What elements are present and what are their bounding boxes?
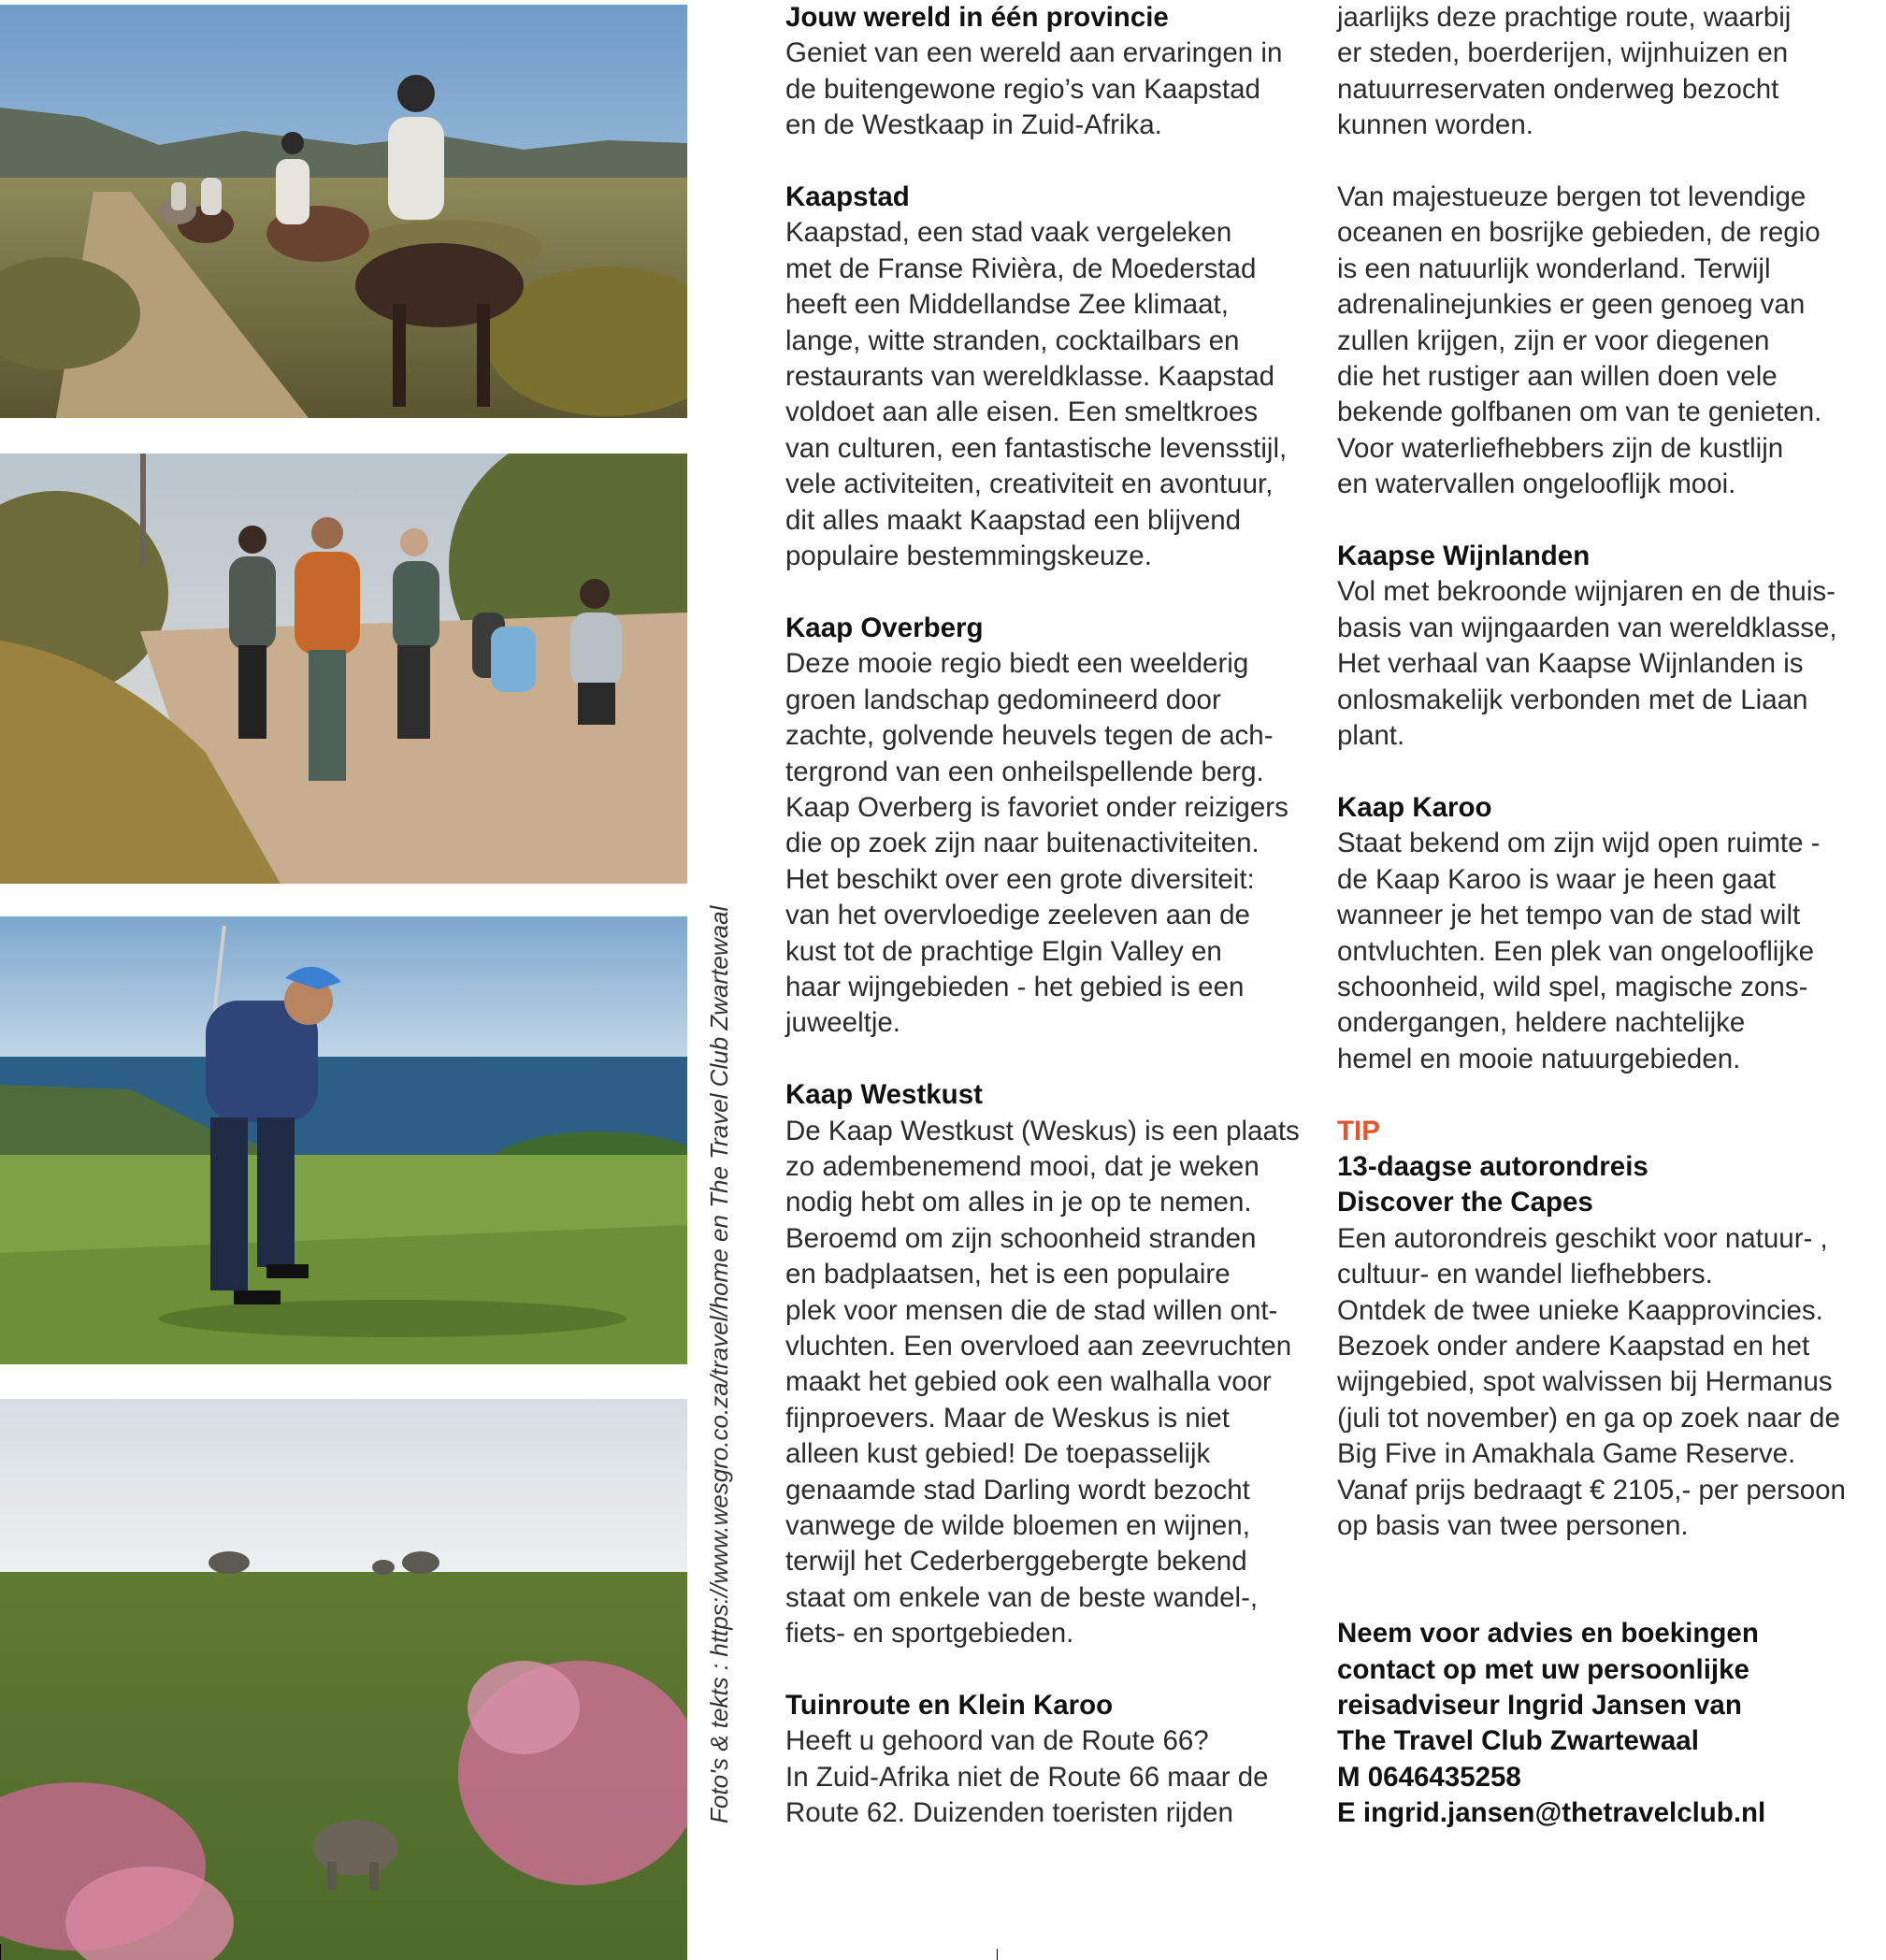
photo-family-running	[0, 454, 687, 884]
wijnlanden-heading: Kaapse Wijnlanden	[1337, 540, 1591, 572]
tip-title: 13-daagse autorondreis Discover the Capes	[1337, 1150, 1648, 1218]
kaapstad-text: Kaapstad, een stad vaak vergeleken met de Franse Rivièra, de Moederstad heeft een Middellandse Zee klimaat, lange, witte stranden, cocktailbars en restaurants van wereldklasse. Kaapstad voldoet aan alle eisen. Een smeltkroes van culturen, een fantastische levensstijl, vele activiteiten, creativiteit en avontuur, dit alles maakt Kaapstad een blijvend populaire bestemmingskeuze.	[785, 217, 1288, 572]
contact-block: Neem voor advies en boekingen contact op met uw persoonlijke reisadviseur Ingrid Jansen van The Travel Club Zwartewaal M 0646435258 E ingrid.jansen@thetravelclub.nl	[1337, 1618, 1766, 1829]
tuinroute-continued-text: jaarlijks deze prachtige route, waarbij er steden, boerderijen, wijnhuizen en natuurreservaten onderweg bezocht kunnen worden.	[1337, 2, 1792, 141]
photo-credit: Foto's & tekts : https://www.wesgro.co.za/travel/home en The Travel Club Zwartewaal	[705, 905, 733, 1823]
intro-heading: Jouw wereld in één provincie	[785, 2, 1169, 33]
photo-golfer-coast	[0, 916, 687, 1364]
tip-label: TIP	[1337, 1115, 1380, 1146]
westkust-heading: Kaap Westkust	[785, 1079, 983, 1111]
article-column-1	[785, 0, 1309, 1832]
crop-mark	[0, 1944, 1, 1960]
westkust-text: De Kaap Westkust (Weskus) is een plaats zo adembenemend mooi, dat je weken nodig hebt om alles in je op te nemen. Beroemd om zijn schoonheid stranden en badplaatsen, het is een populaire plek voor mensen die de stad willen ont- vluchten. Een overvloed aan zeevruchten maakt het gebied ook een walhalla voor fijnproevers. Maar de Weskus is niet alleen kust gebied! De toepasselijk genaamde stad Darling wordt bezocht vanwege de wilde bloemen en wijnen, terwijl het Cederberggebergte bekend staat om enkele van de beste wandel-, fiets- en sportgebieden.	[785, 1115, 1300, 1650]
photo-horse-riding	[0, 5, 687, 418]
karoo-heading: Kaap Karoo	[1337, 791, 1492, 823]
tuinroute-heading: Tuinroute en Klein Karoo	[785, 1690, 1114, 1722]
tip-text: Een autorondreis geschikt voor natuur- , cultuur- en wandel liefhebbers. Ontdek de twee unieke Kaapprovincies. Bezoek onder andere Kaapstad en het wijngebied, spot walvissen bij Hermanus (juli tot november) en ga op zoek naar de Big Five in Amakhala Game Reserve. Vanaf prijs bedraagt € 2105,- per persoon op basis van twee personen.	[1337, 1222, 1846, 1541]
crop-mark	[997, 1949, 998, 1960]
nature-text: Van majestueuze bergen tot levendige oceanen en bosrijke gebieden, de regio is een natuurlijk wonderland. Terwijl adrenalinejunkies er geen genoeg van zullen krijgen, zijn er voor diegenen die het rustiger aan willen doen vele bekende golfbanen om van te genieten. Voor waterliefhebbers zijn de kustlijn en watervallen ongelooflijk mooi.	[1337, 181, 1822, 500]
karoo-text: Staat bekend om zijn wijd open ruimte - de Kaap Karoo is waar je heen gaat wanneer je het tempo van de stad wilt ontvluchten. Een plek van ongelooflijke schoonheid, wild spel, magische zons- ondergangen, heldere nachtelijke hemel en mooie natuurgebieden.	[1337, 828, 1821, 1074]
wijnlanden-text: Vol met bekroonde wijnjaren en de thuis- basis van wijngaarden van wereldklasse, Het verhaal van Kaapse Wijnlanden is onlosmakelijk verbonden met de Liaan plant.	[1337, 576, 1837, 752]
overberg-heading: Kaap Overberg	[785, 612, 984, 643]
article-column-2	[1337, 0, 1861, 1832]
intro-text: Geniet van een wereld aan ervaringen in de buitengewone regio’s van Kaapstad en de Westkaap in Zuid-Afrika.	[785, 37, 1283, 141]
phone-number: M 0646435258	[1337, 1761, 1521, 1793]
overberg-text: Deze mooie regio biedt een weelderig groen landschap gedomineerd door zachte, golvende heuvels tegen de ach- tergrond van een onheilspellende berg. Kaap Overberg is favoriet onder reizigers die op zoek zijn naar buitenactiviteiten. Het beschikt over een grote diversiteit: van het overvloedige zeeleven aan de kust tot de prachtige Elgin Valley en haar wijngebieden - het gebied is een juweeltje.	[785, 648, 1289, 1039]
kaapstad-heading: Kaapstad	[785, 181, 910, 213]
photo-elephants	[0, 1399, 687, 1960]
email-address[interactable]: E ingrid.jansen@thetravelclub.nl	[1337, 1797, 1766, 1829]
tuinroute-text: Heeft u gehoord van de Route 66? In Zuid-Afrika niet de Route 66 maar de Route 62. Duizenden toeristen rijden	[785, 1725, 1269, 1829]
